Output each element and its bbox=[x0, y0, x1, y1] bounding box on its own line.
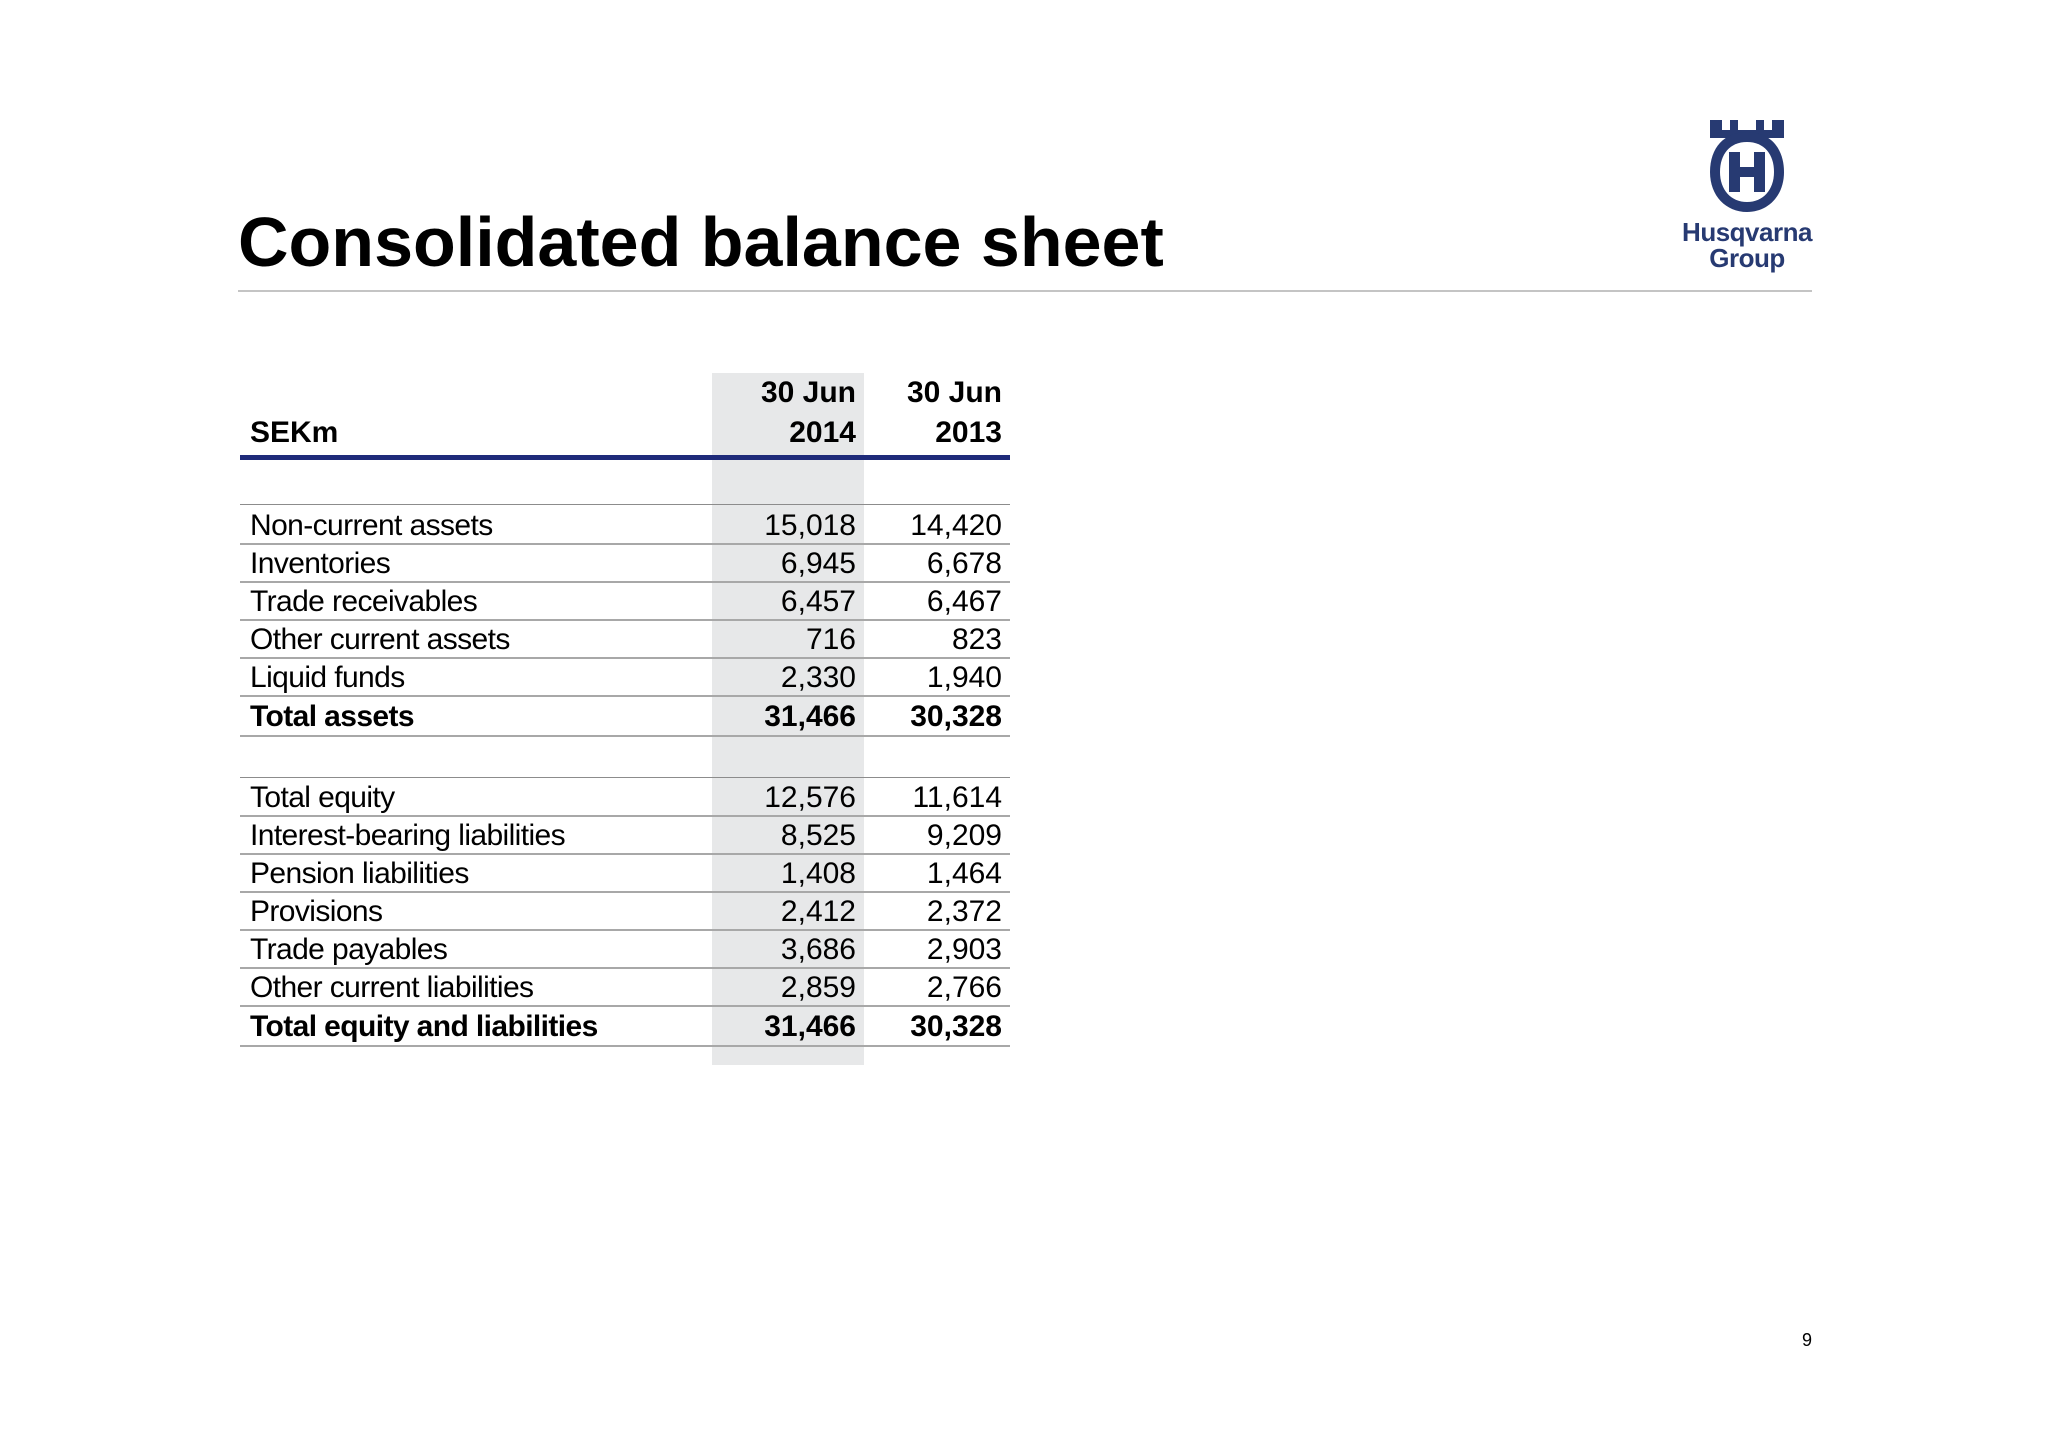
row-value-2013: 2,372 bbox=[926, 895, 1002, 928]
title-divider bbox=[238, 290, 1812, 292]
column-header-2013-month: 30 Jun bbox=[906, 376, 1002, 409]
row-value-2014: 31,466 bbox=[764, 700, 856, 733]
logo-wordmark-line1: Husqvarna bbox=[1682, 217, 1812, 247]
total-equity-liabilities-row bbox=[240, 1007, 1010, 1047]
table-row bbox=[240, 621, 1010, 659]
row-value-2014: 8,525 bbox=[780, 819, 856, 852]
column-header-2014-year: 2014 bbox=[789, 416, 856, 449]
row-value-2014: 12,576 bbox=[764, 781, 856, 814]
table-row bbox=[240, 779, 1010, 817]
row-label: Total assets bbox=[250, 700, 414, 733]
header-divider bbox=[240, 455, 1010, 460]
row-value-2014: 2,330 bbox=[780, 661, 856, 694]
row-label: Other current liabilities bbox=[250, 971, 534, 1004]
row-value-2013: 30,328 bbox=[910, 1010, 1002, 1043]
row-label: Liquid funds bbox=[250, 661, 405, 694]
section-divider bbox=[240, 504, 1010, 505]
row-value-2014: 6,945 bbox=[780, 547, 856, 580]
table-row bbox=[240, 969, 1010, 1007]
total-assets-row bbox=[240, 697, 1010, 737]
table-row bbox=[240, 931, 1010, 969]
company-logo bbox=[1672, 118, 1822, 278]
row-value-2014: 716 bbox=[805, 623, 856, 656]
table-row bbox=[240, 659, 1010, 697]
row-label: Total equity and liabilities bbox=[250, 1010, 598, 1043]
row-label: Provisions bbox=[250, 895, 383, 928]
row-value-2014: 15,018 bbox=[764, 509, 856, 542]
row-value-2013: 9,209 bbox=[926, 819, 1002, 852]
table-row bbox=[240, 507, 1010, 545]
row-label: Trade payables bbox=[250, 933, 448, 966]
table-header bbox=[240, 373, 1010, 455]
table-row bbox=[240, 583, 1010, 621]
table-row bbox=[240, 893, 1010, 931]
logo-wordmark-line2: Group bbox=[1709, 243, 1785, 273]
column-header-2014-month: 30 Jun bbox=[760, 376, 856, 409]
row-value-2014: 3,686 bbox=[780, 933, 856, 966]
row-value-2013: 2,766 bbox=[926, 971, 1002, 1004]
table-row bbox=[240, 545, 1010, 583]
row-value-2013: 823 bbox=[951, 623, 1002, 656]
row-value-2014: 2,859 bbox=[780, 971, 856, 1004]
row-value-2013: 11,614 bbox=[912, 781, 1002, 814]
table-row bbox=[240, 817, 1010, 855]
unit-label: SEKm bbox=[250, 416, 339, 449]
row-label: Interest-bearing liabilities bbox=[250, 819, 566, 852]
row-value-2013: 2,903 bbox=[926, 933, 1002, 966]
row-value-2014: 1,408 bbox=[780, 857, 856, 890]
row-label: Non-current assets bbox=[250, 509, 493, 542]
row-value-2014: 2,412 bbox=[780, 895, 856, 928]
row-label: Trade receivables bbox=[250, 585, 478, 618]
row-value-2013: 14,420 bbox=[910, 509, 1002, 542]
column-header-2013-year: 2013 bbox=[935, 416, 1002, 449]
row-label: Total equity bbox=[250, 781, 395, 814]
page-number: 9 bbox=[1801, 1330, 1812, 1350]
husqvarna-crown-h-icon bbox=[1704, 118, 1790, 216]
table-row bbox=[240, 855, 1010, 893]
row-value-2013: 1,464 bbox=[926, 857, 1002, 890]
row-value-2014: 6,457 bbox=[780, 585, 856, 618]
row-label: Inventories bbox=[250, 547, 391, 580]
row-value-2013: 30,328 bbox=[910, 700, 1002, 733]
section-divider bbox=[240, 777, 1010, 778]
row-value-2013: 6,467 bbox=[926, 585, 1002, 618]
row-label: Other current assets bbox=[250, 623, 510, 656]
page-title: Consolidated balance sheet bbox=[238, 203, 1164, 281]
row-value-2013: 1,940 bbox=[926, 661, 1002, 694]
row-label: Pension liabilities bbox=[250, 857, 469, 890]
row-value-2013: 6,678 bbox=[926, 547, 1002, 580]
row-value-2014: 31,466 bbox=[764, 1010, 856, 1043]
